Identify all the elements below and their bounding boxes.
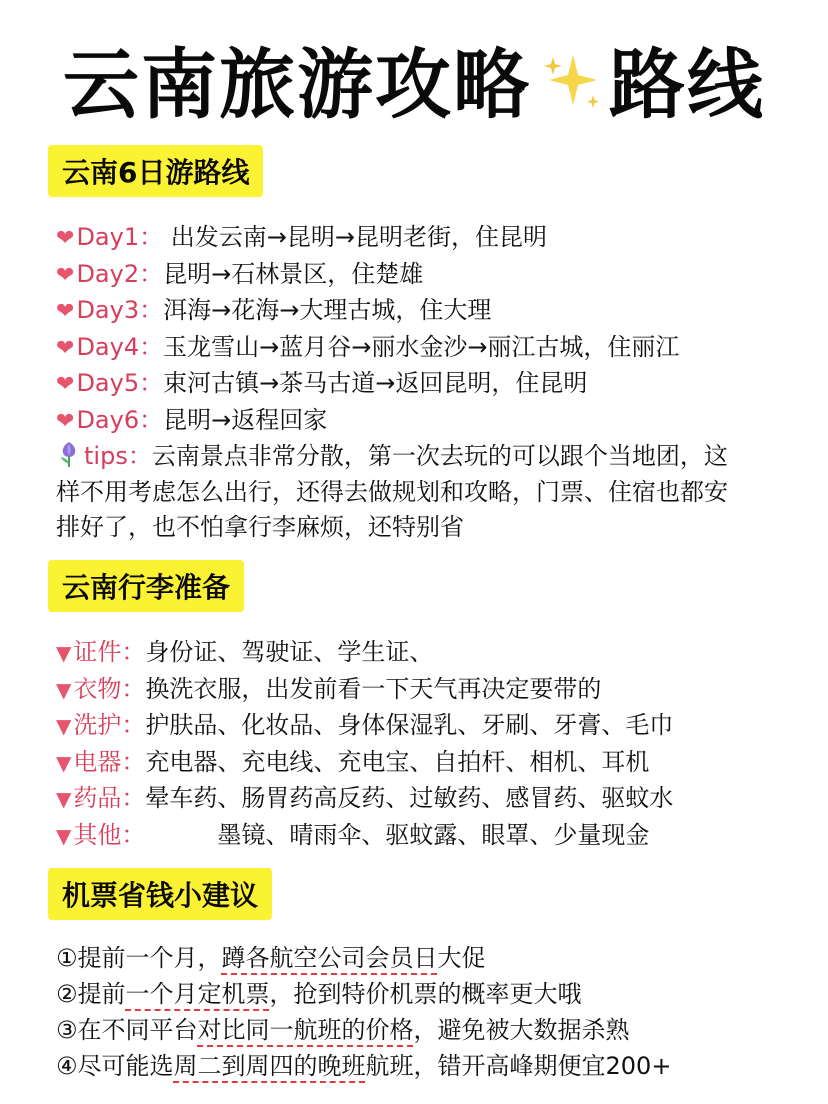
heart-icon: ❤ (56, 372, 75, 397)
route-day-3: ❤Day3：洱海→花海→大理古城，住大理 (56, 296, 492, 324)
route-day-6: ❤Day6：昆明→返程回家 (56, 405, 328, 434)
tickets-list (56, 940, 796, 1084)
heart-icon: ❤ (56, 262, 75, 288)
luggage-item-other: ▼其他： 墨镜、晴雨伞、驱蚊露、眼罩、少量现金 (56, 820, 650, 849)
route-day-1: ❤Day1： 出发云南→昆明→昆明老街，住昆明 (56, 223, 547, 251)
route-section-heading: 云南6日游路线 (48, 145, 263, 197)
tulip-icon (56, 440, 82, 468)
heart-icon: ❤ (56, 299, 75, 324)
title-part-2: 路线 (609, 39, 765, 129)
triangle-down-icon: ▼ (56, 750, 72, 775)
triangle-down-icon: ▼ (56, 677, 72, 702)
route-day-4: ❤Day4：玉龙雪山→蓝月谷→丽水金沙→丽江古城，住丽江 (56, 332, 680, 361)
triangle-down-icon: ▼ (56, 823, 72, 848)
luggage-list (56, 635, 796, 854)
page-title (0, 28, 828, 128)
route-day-5: ❤Day5：束河古镇→茶马古道→返回昆明，住昆明 (56, 369, 588, 397)
route-list (56, 220, 796, 546)
tips-line-1: tips：云南景点非常分散，第一次去玩的可以跟个当地团，这 (56, 439, 796, 475)
luggage-item-medicine: ▼药品：晕车药、肠胃药高反药、过敏药、感冒药、驱蚊水 (56, 784, 674, 812)
triangle-down-icon: ▼ (56, 787, 72, 811)
route-day-2: ❤Day2：昆明→石林景区，住楚雄 (56, 259, 424, 288)
tips-line-2: 样不用考虑怎么出行，还得去做规划和攻略，门票、住宿也都安 (56, 477, 728, 506)
luggage-item-electronics: ▼电器：充电器、充电线、充电宝、自拍杆、相机、耳机 (56, 747, 650, 776)
sparkles-icon (535, 45, 605, 115)
heart-icon: ❤ (56, 335, 75, 361)
heart-icon: ❤ (56, 226, 75, 251)
ticket-tip-2: ②提前一个月定机票，抢到特价机票的概率更大哦 (56, 980, 582, 1008)
heart-icon: ❤ (56, 408, 75, 434)
tips-line-3: 排好了，也不怕拿行李麻烦，还特别省 (56, 513, 464, 541)
luggage-item-clothes: ▼衣物：换洗衣服，出发前看一下天气再决定要带的 (56, 674, 602, 703)
tickets-section-heading: 机票省钱小建议 (48, 868, 272, 920)
triangle-down-icon: ▼ (56, 714, 72, 738)
luggage-item-documents: ▼证件：身份证、驾驶证、学生证、 (56, 638, 434, 666)
ticket-tip-4: ④尽可能选周二到周四的晚班航班，错开高峰期便宜200+ (56, 1052, 672, 1080)
title-part-1: 云南旅游攻略 (63, 39, 531, 129)
luggage-item-toiletries: ▼洗护：护肤品、化妆品、身体保湿乳、牙刷、牙膏、毛巾 (56, 711, 674, 739)
ticket-tip-3: ③在不同平台对比同一航班的价格，避免被大数据杀熟 (56, 1016, 630, 1044)
triangle-down-icon: ▼ (56, 641, 72, 665)
luggage-section-heading: 云南行李准备 (48, 560, 244, 612)
ticket-tip-1: ①提前一个月，蹲各航空公司会员日大促 (56, 944, 486, 972)
